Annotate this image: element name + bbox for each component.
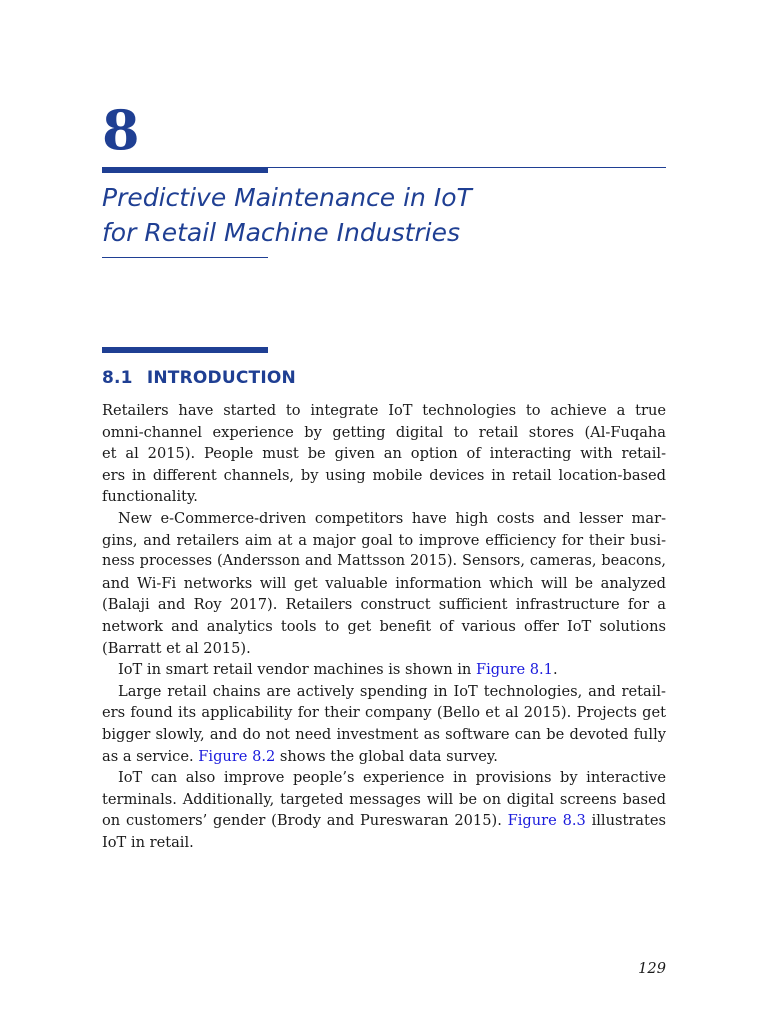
paragraph-2-line-3: ness processes (Andersson and Mattsson 2015). Sensors, cameras, beacons, [102, 553, 666, 570]
paragraph-5-line-3-start: on customers’ gender (Brody and Pureswaran 2015). [102, 812, 508, 830]
paragraph-5-line-3 [102, 810, 666, 832]
paragraph-1-line-3: et al 2015). People must be given an option of interacting with retail- [102, 445, 666, 463]
paragraph-4-line-4 [102, 746, 666, 768]
paragraph-2-line-6: network and analytics tools to get benefit of various offer IoT solutions [102, 617, 666, 635]
paragraph-3-text: IoT in smart retail vendor machines is shown in [118, 661, 476, 679]
section-heading [102, 366, 296, 390]
paragraph-5-line-4: IoT in retail. [102, 833, 194, 851]
chapter-rule-thick [102, 167, 268, 173]
page-number: 129 [638, 960, 666, 977]
chapter-number: 8 [102, 98, 140, 162]
chapter-rule-thin [268, 167, 666, 168]
paragraph-2-line-2: gins, and retailers aim at a major goal to improve efficiency for their busi- [102, 531, 666, 549]
paragraph-4-line-3: bigger slowly, and do not need investment as software can be devoted fully [102, 725, 666, 743]
paragraph-1-line-1: Retailers have started to integrate IoT technologies to achieve a true [102, 402, 666, 419]
paragraph-4-line-2: ers found its applicability for their company (Bello et al 2015). Projects get [102, 704, 666, 722]
chapter-title-line-2: for Retail Machine Industries [102, 218, 461, 247]
paragraph-1-line-5: functionality. [102, 488, 198, 506]
paragraph-5-line-2: terminals. Additionally, targeted messages will be on digital screens based [102, 790, 666, 808]
paragraph-2-line-4: and Wi-Fi networks will get valuable information which will be analyzed [102, 574, 666, 592]
section-title: INTRODUCTION [146, 368, 296, 388]
body-text [102, 400, 666, 853]
title-underline-rule [102, 257, 268, 258]
section-number: 8.1 [102, 368, 133, 388]
paragraph-3-line-1 [102, 659, 666, 681]
paragraph-4-line-1: Large retail chains are actively spending in IoT technologies, and retail- [118, 682, 666, 700]
paragraph-2-line-5: (Balaji and Roy 2017). Retailers construct sufficient infrastructure for a [102, 596, 666, 614]
chapter-title [102, 180, 662, 250]
paragraph-2-line-7: (Barratt et al 2015). [102, 639, 251, 657]
paragraph-1-line-2: omni-channel experience by getting digital to retail stores (Al-Fuqaha [102, 423, 666, 441]
paragraph-1-line-4: ers in different channels, by using mobile devices in retail location-based [102, 466, 666, 484]
figure-8-2-link[interactable]: Figure 8.2 [198, 747, 276, 765]
paragraph-4-line-4-end: shows the global data survey. [275, 747, 498, 765]
paragraph-5-line-1: IoT can also improve people’s experience in provisions by interactive [118, 769, 666, 787]
paragraph-2-line-1: New e-Commerce-driven competitors have high costs and lesser mar- [118, 509, 666, 527]
paragraph-5-line-3-end: illustrates [585, 812, 666, 830]
figure-8-1-link[interactable]: Figure 8.1 [475, 661, 553, 679]
chapter-title-line-1: Predictive Maintenance in IoT [102, 183, 472, 212]
figure-8-3-link[interactable]: Figure 8.3 [507, 812, 586, 830]
section-rule [102, 347, 268, 353]
paragraph-3-end: . [552, 661, 558, 679]
paragraph-4-line-4-start: as a service. [102, 747, 199, 765]
